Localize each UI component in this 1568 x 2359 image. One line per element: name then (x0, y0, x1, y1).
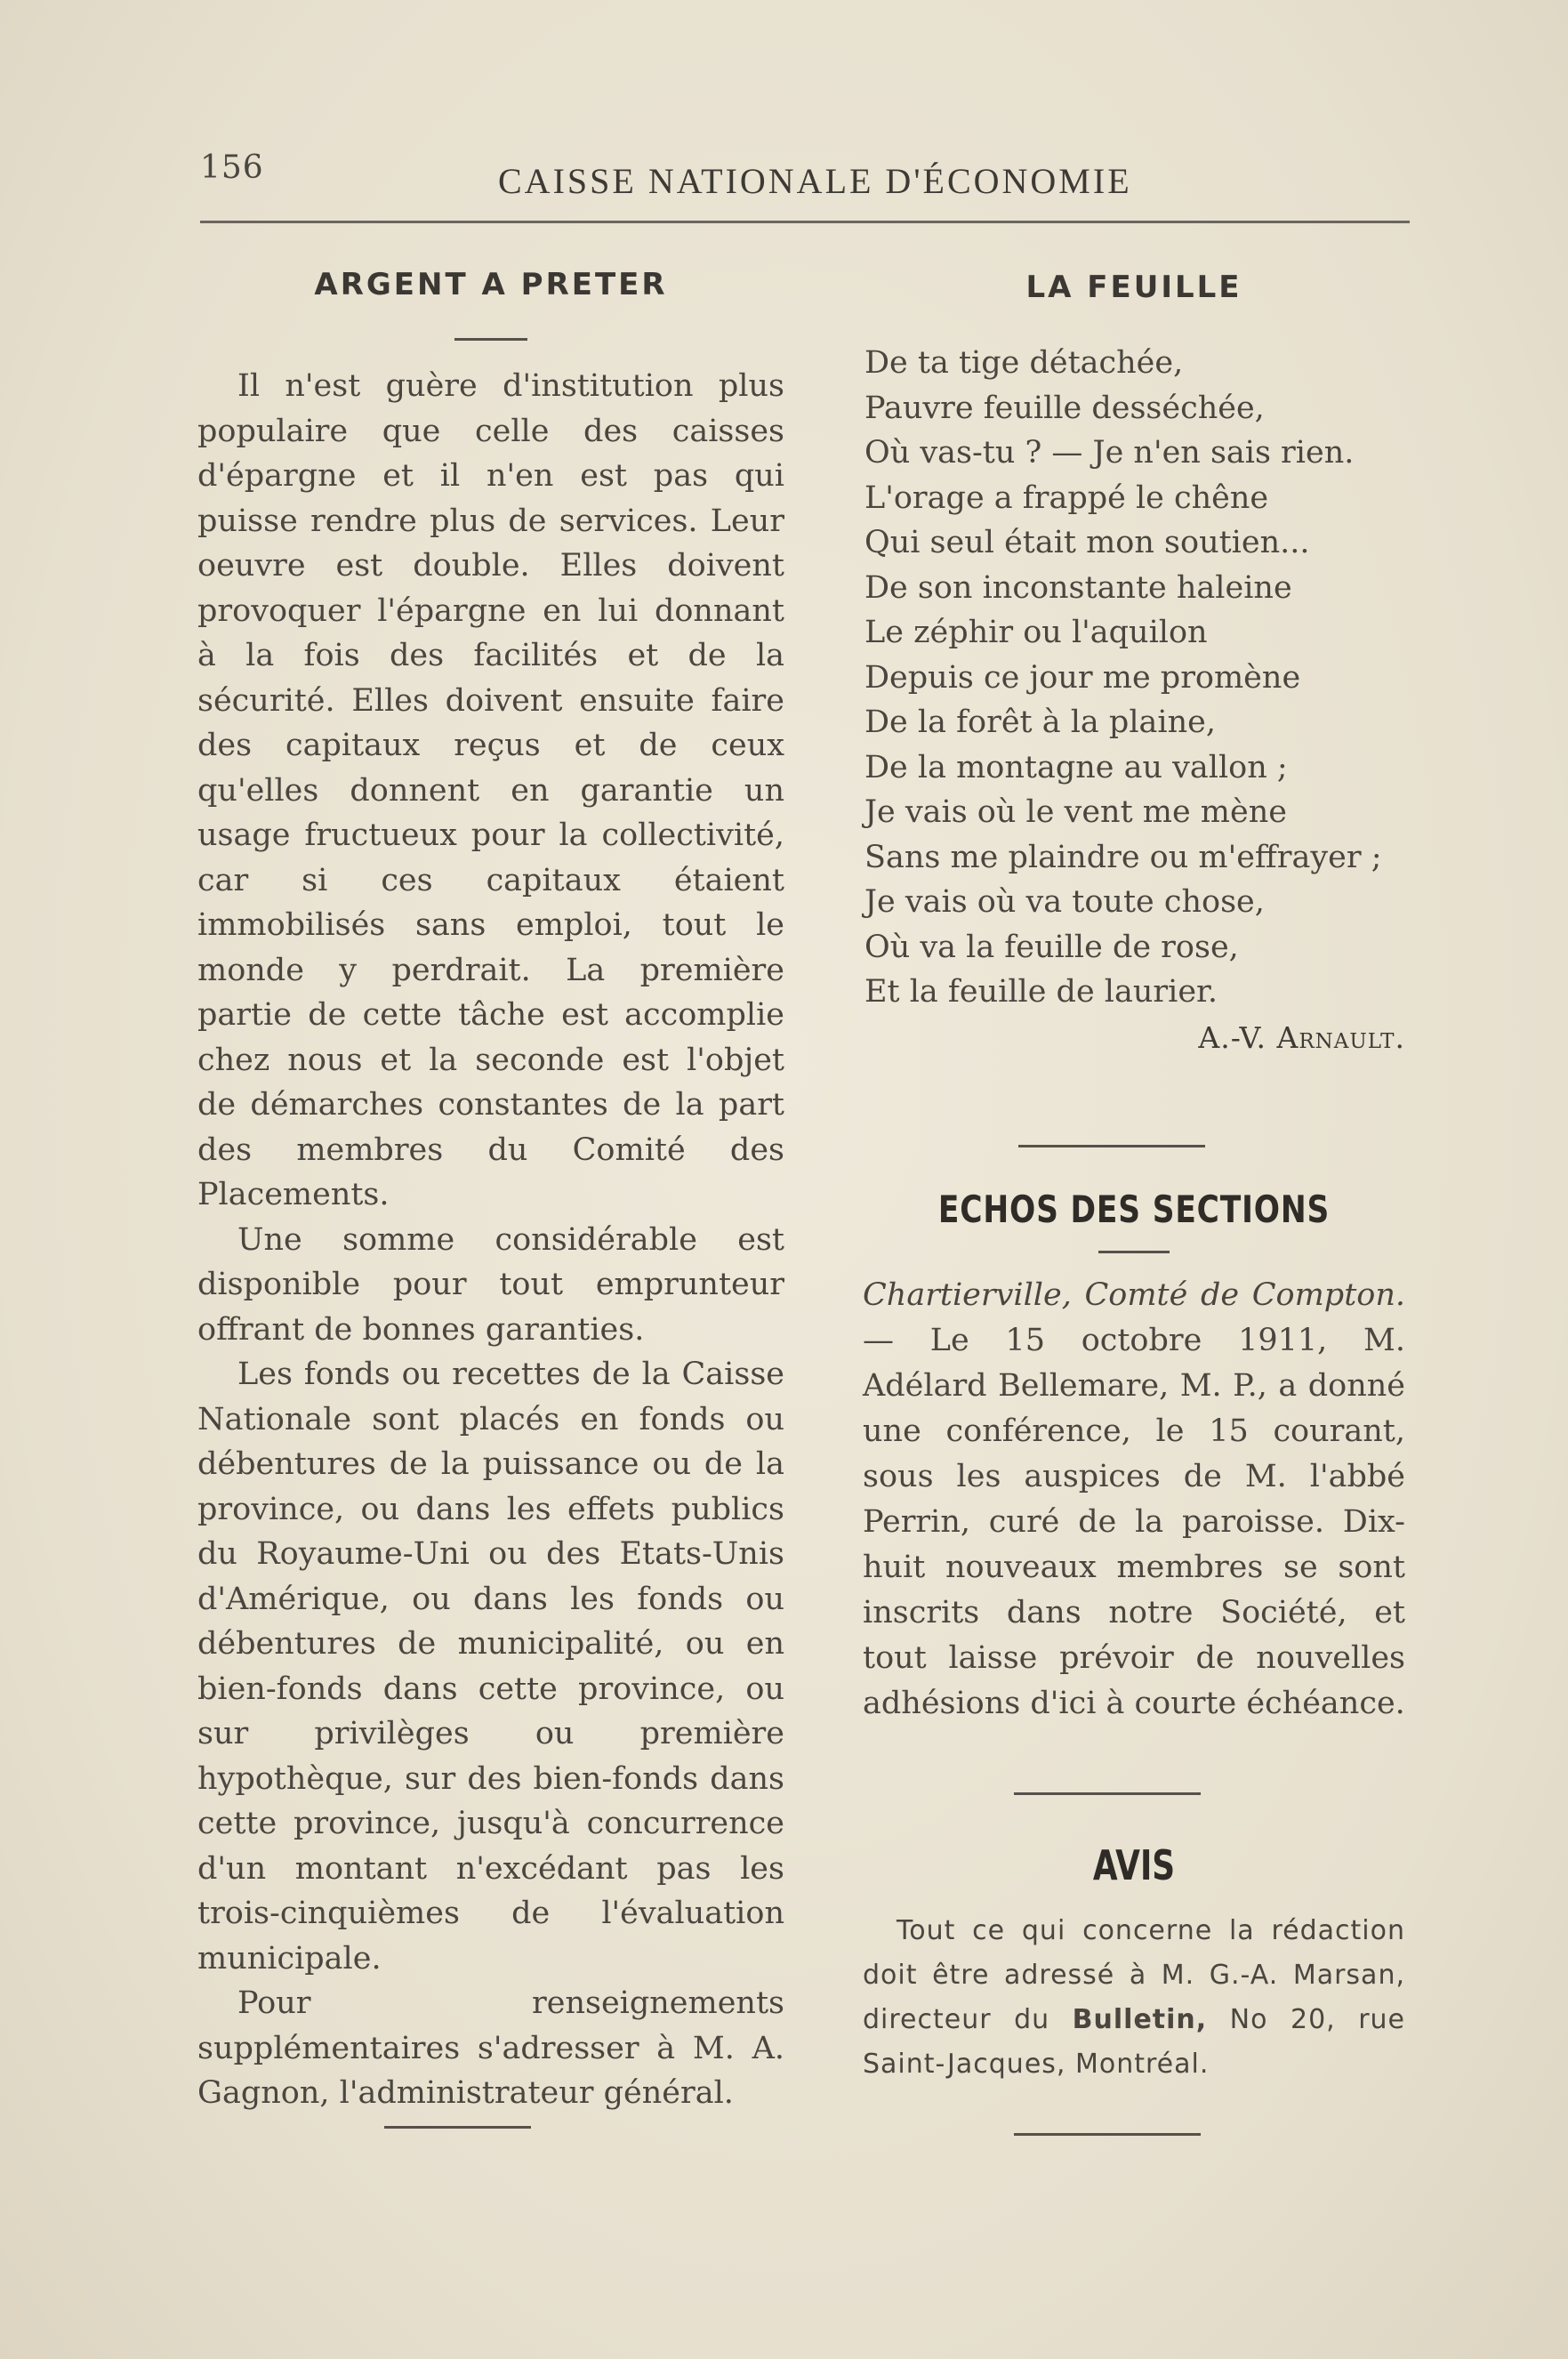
poem-line: Où va la feuille de rose, (864, 929, 1239, 965)
poem-title: LA FEUILLE (1025, 270, 1242, 305)
avis-body (863, 1909, 1405, 2087)
poem-line: De la forêt à la plaine, (864, 704, 1216, 740)
avis-title: AVIS (1092, 1841, 1176, 1889)
left-end-rule (384, 2126, 531, 2129)
poem-body (863, 341, 1405, 1015)
echos-section (863, 1188, 1405, 1727)
running-title: CAISSE NATIONALE D'ÉCONOMIE (498, 161, 1132, 201)
echos-end-rule (1014, 1792, 1201, 1795)
poem-line: Le zéphir ou l'aquilon (864, 615, 1208, 650)
argent-paragraph-3: Les fonds ou recettes de la Caisse Nationale sont placés en fonds ou débentures de la puissance ou de la province, ou dans les effets publics du Royaume-Uni ou des Etats-Unis d'Amérique, ou dans les fonds ou débentures de municipalité, ou en bien-fonds dans cette province, ou sur privilèges ou première hypothèque, sur des bien-fonds dans cette province, jusqu'à concurrence d'un montant n'excédant pas les trois-cinquièmes de l'évaluation municipale. (197, 1357, 784, 1977)
avis-end-rule (1014, 2133, 1201, 2136)
poem-line: Qui seul était mon soutien... (864, 525, 1310, 560)
poem-line: Depuis ce jour me promène (864, 659, 1301, 696)
avis-text-before: Tout ce qui concerne la rédaction doit être adressé à M. G.-A. Marsan, directeur du (863, 1915, 1405, 2035)
poem-line: Je vais où va toute chose, (864, 884, 1265, 920)
argent-body (197, 364, 784, 2116)
poem-line: De la montagne au vallon ; (864, 749, 1288, 785)
poem-author: A.-V. Arnault. (1198, 1019, 1405, 1055)
page-number: 156 (200, 149, 264, 186)
argent-title: ARGENT A PRETER (314, 267, 668, 302)
poem-line: Et la feuille de laurier. (864, 974, 1218, 1010)
poem-line: L'orage a frappé le chêne (864, 479, 1269, 516)
poem-line: Pauvre feuille desséchée, (864, 390, 1265, 426)
echos-text: — Le 15 octobre 1911, M. Adélard Bellemare, M. P., a donné une conférence, le 15 courant, sous les auspices de M. l'abbé Perrin, curé de la paroisse. Dix-huit nouveaux membres se sont inscrits dans notre Société, et tout laisse prévoir de nouvelles adhésions d'ici à courte échéance. (863, 1323, 1405, 1721)
poem-end-rule (1018, 1145, 1205, 1147)
argent-paragraph-1: Il n'est guère d'institution plus populaire que celle des caisses d'épargne et il n'en est pas qui puisse rendre plus de services. Leur oeuvre est double. Elles doivent provoquer l'épargne en lui donnant à la fois des facilités et de la sécurité. Elles doivent ensuite faire des capitaux reçus et de ceux qu'elles donnent en garantie un usage fructueux pour la collectivité, car si ces capitaux étaient immobilisés sans emploi, tout le monde y perdrait. La première partie de cette tâche est accomplie chez nous et la seconde est l'objet de démarches constantes de la part des membres du Comité des Placements. (197, 368, 784, 1212)
poem-line: De ta tige détachée, (864, 345, 1184, 381)
echos-body (863, 1273, 1405, 1727)
avis-section (863, 1841, 1405, 2087)
echos-title-rule (1098, 1251, 1170, 1253)
argent-title-rule (454, 338, 527, 341)
poem-line: Sans me plaindre ou m'effrayer ; (864, 839, 1382, 875)
avis-text-after: No 20, rue Saint-Jacques, Montréal. (863, 2004, 1406, 2080)
poem-section (863, 270, 1405, 1055)
avis-bulletin: Bulletin, (1072, 2004, 1208, 2035)
header-rule (200, 221, 1410, 223)
echos-place: Chartierville, Comté de Compton. (863, 1277, 1405, 1313)
argent-paragraph-4: Pour renseignements supplémentaires s'adresser à M. A. Gagnon, l'administrateur général. (197, 1985, 784, 2111)
poem-line: Je vais où le vent me mène (864, 794, 1287, 830)
argent-section (197, 267, 784, 2116)
poem-line: Où vas-tu ? — Je n'en sais rien. (864, 435, 1355, 471)
echos-title: ECHOS DES SECTIONS (937, 1188, 1331, 1231)
poem-line: De son inconstante haleine (864, 569, 1292, 606)
argent-paragraph-2: Une somme considérable est disponible pour tout emprunteur offrant de bonnes garanties. (197, 1221, 784, 1348)
